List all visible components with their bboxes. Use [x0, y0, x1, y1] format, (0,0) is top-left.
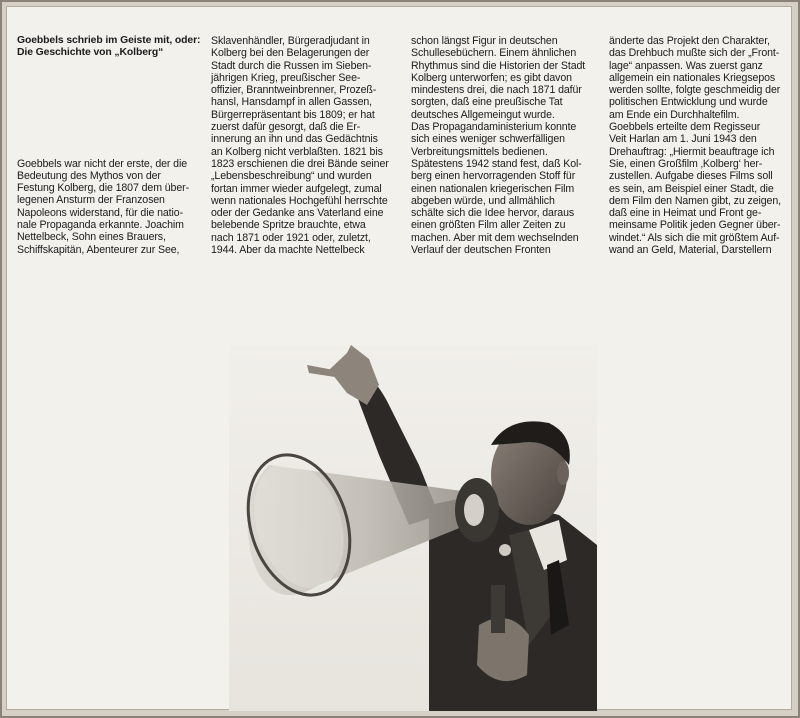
- text-line: 1823 erschienen die drei Bände seiner: [211, 157, 389, 170]
- text-line: Schullesebüchern. Einem ähnlichen: [411, 47, 577, 60]
- text-line: jährigen Krieg, preußischer See-: [211, 71, 361, 84]
- headline-line-1: Goebbels schrieb im Geiste mit, oder:: [17, 35, 201, 46]
- text-line: Schiffskapitän, Abenteurer zur See,: [17, 243, 180, 256]
- text-line: Festung Kolberg, die 1807 dem über-: [17, 182, 189, 195]
- text-line: Nettelbeck, Sohn eines Brauers,: [17, 231, 166, 244]
- headline-line-2: Die Geschichte von „Kolberg“: [17, 47, 164, 59]
- text-line: legenen Ansturm der Franzosen: [17, 194, 165, 207]
- text-line: „Lebensbeschreibung“ und wurden: [211, 170, 372, 183]
- text-line: zustellen. Aufgabe dieses Films soll: [609, 170, 773, 183]
- text-line: Veit Harlan am 1. Juni 1943 den: [609, 133, 757, 146]
- text-line: schälte sich die Idee hervor, daraus: [411, 207, 575, 220]
- text-line: mindestens drei, die nach 1871 dafür: [411, 84, 582, 97]
- text-line: an Kolberg nicht verblaßten. 1821 bis: [211, 145, 383, 158]
- document-page: [6, 6, 792, 710]
- text-line: oder der Gedanke ans Vaterland eine: [211, 207, 384, 220]
- text-line: Verbreitungsmittels bedienen.: [411, 145, 548, 158]
- megaphone-speaker-photo: [229, 345, 597, 711]
- text-line: am Ende ein Durchhaltefilm.: [609, 108, 740, 121]
- text-line: werden sollte, folgte geschmeidig der: [609, 84, 781, 97]
- article-column-2: [211, 35, 389, 256]
- text-line: Kolberg bei den Belagerungen der: [211, 47, 370, 60]
- text-line: windet.“ Als sich die mit größtem Auf-: [609, 231, 780, 244]
- text-line: berg einen hervorragenden Stoff für: [411, 170, 576, 183]
- text-line: schon längst Figur in deutschen: [411, 35, 558, 47]
- text-line: einen größten Film aller Zeiten zu: [411, 219, 566, 232]
- article-column-3: [411, 35, 585, 256]
- text-line: daß eine in Heimat und Front ge-: [609, 207, 762, 220]
- text-line: Napoleons widerstand, für die natio-: [17, 206, 183, 219]
- text-line: nach 1871 oder 1921 oder, zuletzt,: [211, 231, 371, 244]
- text-line: Goebbels war nicht der erste, der die: [17, 157, 188, 170]
- text-line: innerung an ihn und das Gedächtnis: [211, 133, 378, 146]
- text-line: deutsches Allgemeingut wurde.: [411, 108, 555, 121]
- text-line: machen. Aber mit dem wechselnden: [411, 231, 579, 244]
- text-line: meinsame Politik jeden Gegner über-: [609, 219, 781, 232]
- text-line: Goebbels erteilte dem Regisseur: [609, 121, 761, 134]
- text-line: das Drehbuch mußte sich der „Front-: [609, 47, 780, 60]
- text-line: politischen Entwicklung und wurde: [609, 96, 768, 109]
- text-line: Das Propagandaministerium konnte: [411, 121, 577, 134]
- text-line: Sklavenhändler, Bürgeradjudant in: [211, 35, 370, 47]
- text-line: änderte das Projekt den Charakter,: [609, 35, 770, 47]
- article-column-4: [609, 35, 781, 256]
- text-line: Drehauftrag: „Hiermit beauftrage ich: [609, 145, 775, 158]
- text-line: lage“ anpassen. Was zuerst ganz: [609, 59, 763, 72]
- text-line: wenn nationales Hochgefühl herrschte: [211, 194, 388, 207]
- text-line: Spätestens 1942 stand fest, daß Kol-: [411, 157, 582, 170]
- text-line: sich eines weniger schwerfälligen: [411, 133, 565, 146]
- text-line: offizier, Branntweinbrenner, Prozeß-: [211, 84, 377, 97]
- text-line: fortan immer wieder aufgelegt, zumal: [211, 182, 382, 195]
- text-line: hansl, Hansdampf in allen Gassen,: [211, 96, 372, 109]
- text-line: einen nationalen kriegerischen Film: [411, 182, 575, 195]
- text-line: sorgten, daß eine preußische Tat: [411, 96, 563, 109]
- text-line: Bürgerrepräsentant bis 1809; er hat: [211, 108, 375, 121]
- text-line: wand an Geld, Material, Darstellern: [609, 244, 772, 257]
- text-line: belebende Spritze brauchte, etwa: [211, 219, 366, 232]
- text-line: 1944. Aber da machte Nettelbeck: [211, 244, 365, 257]
- column-gap: [17, 60, 200, 158]
- text-line: Kolberg unterworfen; es gibt davon: [411, 71, 572, 84]
- text-line: allgemein ein nationales Kriegsepos: [609, 71, 776, 84]
- text-line: nale Propaganda erkannte. Joachim: [17, 219, 184, 232]
- text-line: abgeben würde, und allmählich: [411, 194, 555, 207]
- text-line: Bedeutung des Mythos von der: [17, 169, 161, 182]
- text-line: dem Film den Namen gibt, zu zeigen,: [609, 194, 781, 207]
- text-line: zuerst dafür gesorgt, daß die Er-: [211, 121, 361, 134]
- text-line: Rhythmus sind die Historien der Stadt: [411, 59, 586, 72]
- text-line: Sie, einen Großfilm ‚Kolberg‘ her-: [609, 157, 763, 170]
- article-column-1: [17, 35, 200, 256]
- text-line: Stadt durch die Russen im Sieben-: [211, 59, 372, 72]
- text-line: Verlauf der deutschen Fronten: [411, 244, 551, 257]
- text-line: es sein, am Beispiel einer Stadt, die: [609, 182, 774, 195]
